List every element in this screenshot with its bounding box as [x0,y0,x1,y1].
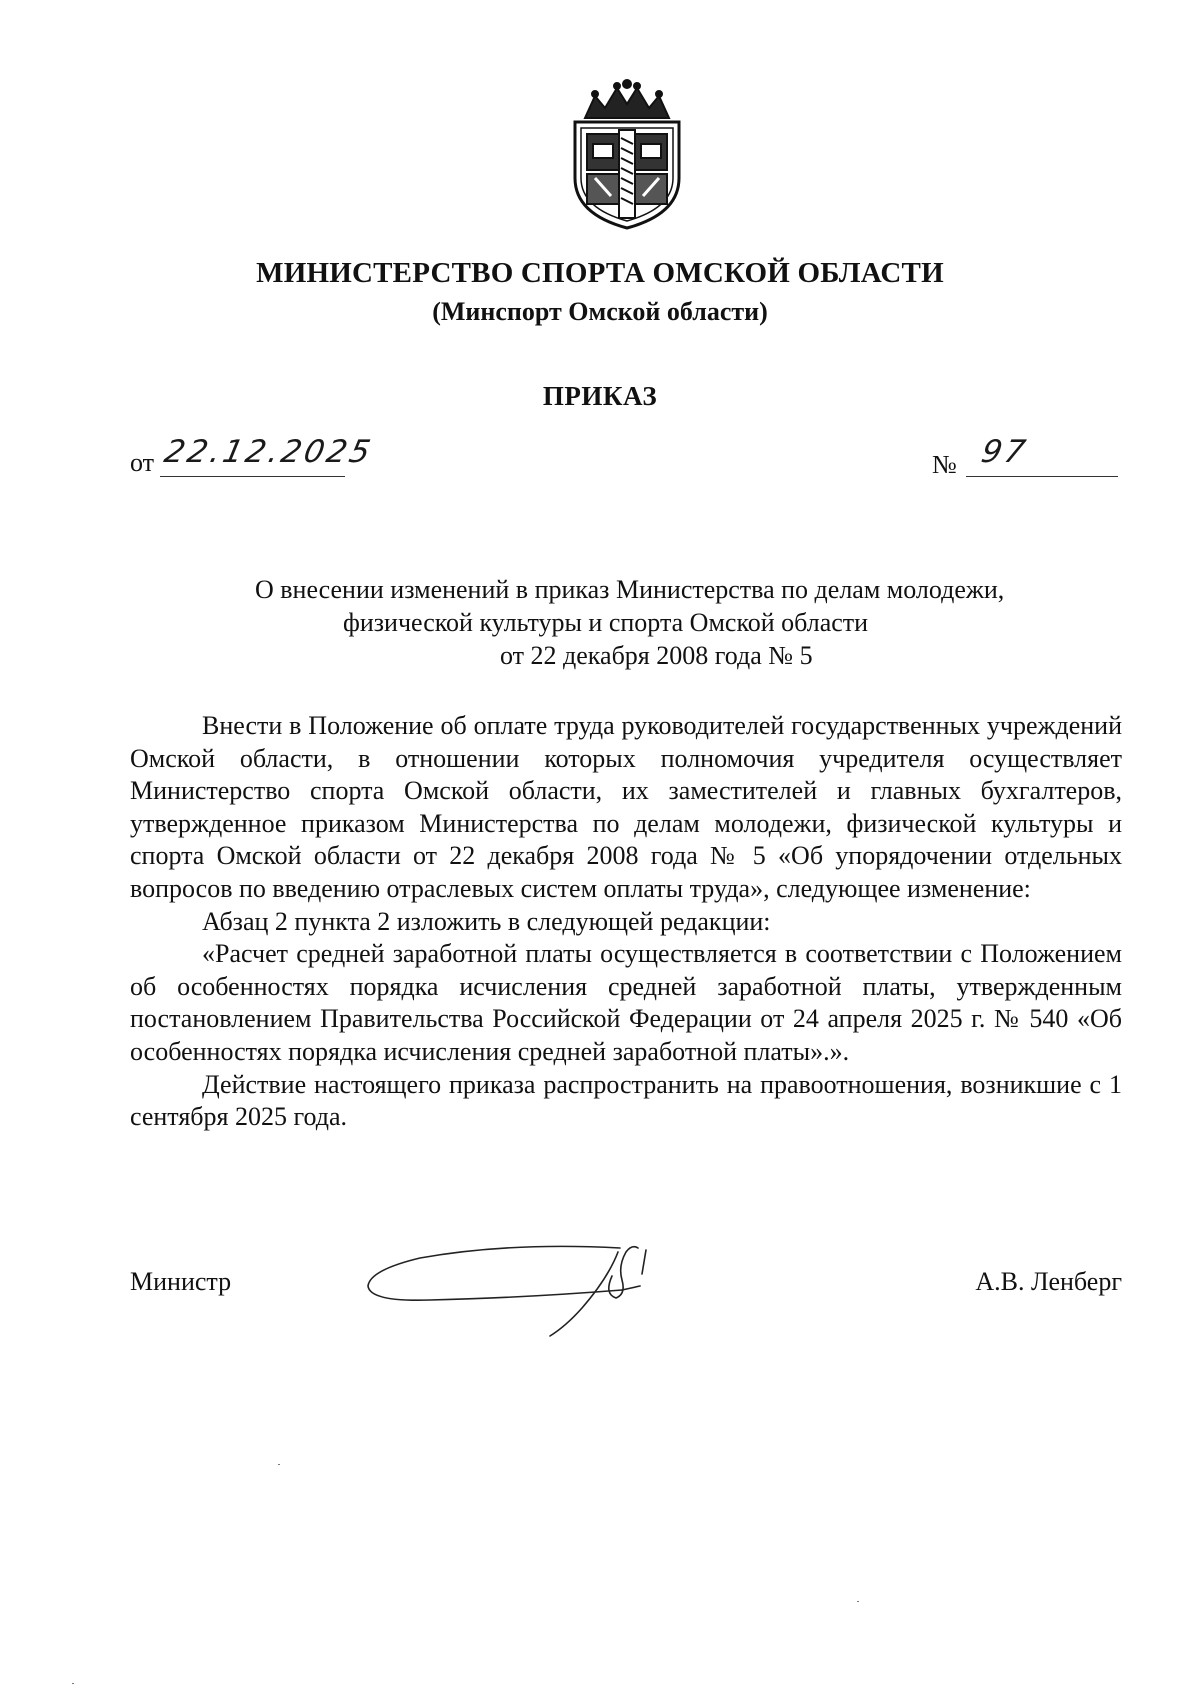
body-paragraph-2: Абзац 2 пункта 2 изложить в следующей редакции: [202,906,771,936]
signatory-title: Министр [130,1267,232,1296]
subject-line-2: физической культуры и спорта Омской области [343,608,869,637]
handwritten-number: 97 [978,434,1032,470]
document-type: ПРИКАЗ [542,381,658,411]
handwritten-date: 22.12.2025 [161,434,377,470]
date-prefix: от [130,448,155,477]
scan-speck [278,1464,280,1465]
organization-short-name: (Минспорт Омской области) [432,297,768,326]
body-paragraph-4: Действие настоящего приказа распространить на правоотношения, возникшие с 1 сентября 2025 года. [130,1069,1122,1132]
subject-line-3: от 22 декабря 2008 года № 5 [500,641,813,670]
scan-speck [72,1683,74,1684]
organization-title: МИНИСТЕРСТВО СПОРТА ОМСКОЙ ОБЛАСТИ [256,257,944,289]
date-label [130,448,154,478]
body-paragraph-3: «Расчет средней заработной платы осуществляется в соответствии с Положением об особенностях порядка исчисления средней заработной платы, утвержденным постановлением Правительства Российской Федерации от 24 апреля 2025 г. № 540 «Об особенностях порядка исчисления средней заработной платы».». [130,939,1122,1066]
number-label: № [932,450,957,479]
body-paragraph-1: Внести в Положение об оплате труда руководителей государственных учреждений Омской области, в отношении которых полномочия учредителя осуществляет Министерство спорта Омской области, их заместителей и главных бухгалтеров, утвержденное приказом Министерства по делам молодежи, физической культуры и спорта Омской области от 22 декабря 2008 года № 5 «Об упорядочении отдельных вопросов по введению отраслевых систем оплаты труда», следующее изменение: [130,711,1122,903]
handwritten-signature [360,1228,690,1340]
coat-of-arms-icon [565,78,689,230]
scan-speck [857,1601,859,1602]
document-body [130,710,1122,1134]
signatory-name: А.В. Ленберг [975,1267,1122,1296]
subject-line-1: О внесении изменений в приказ Министерства по делам молодежи, [255,575,1005,604]
